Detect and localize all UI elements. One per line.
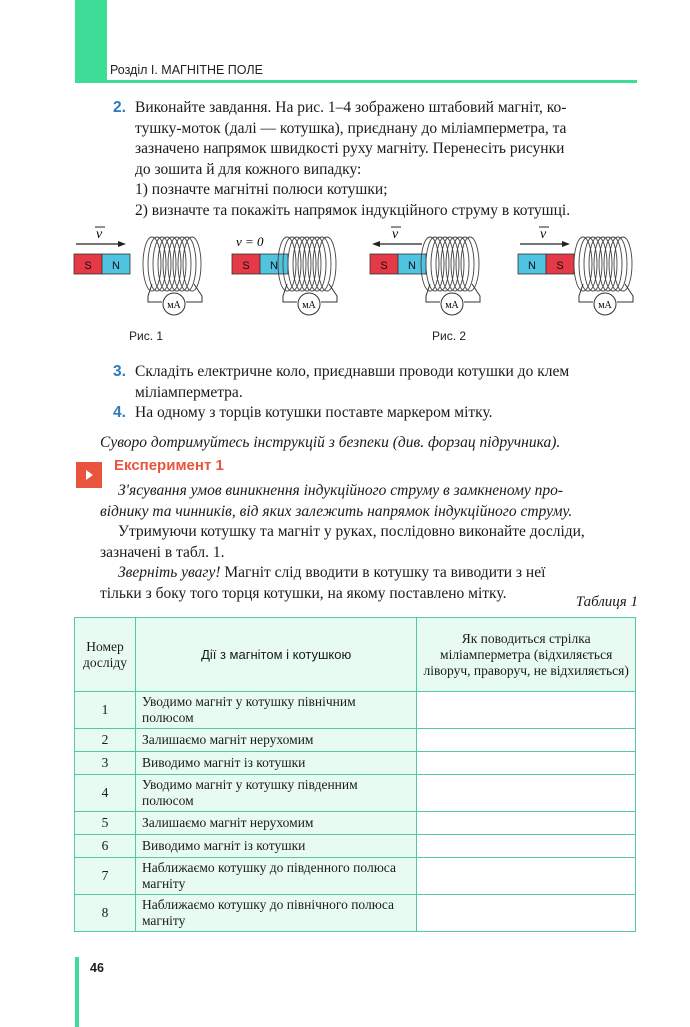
figure-4 <box>518 227 650 343</box>
row-result[interactable] <box>417 729 636 752</box>
motion-arrow-head <box>372 241 380 247</box>
row-number: 3 <box>75 752 136 775</box>
row-action: Залишаємо магніт нерухомим <box>135 729 416 752</box>
velocity-label: v <box>392 227 399 242</box>
top-green-block <box>75 0 107 80</box>
experiment-p1-1: Утримуючи котушку та магніт у руках, послідовно виконайте досліди, <box>118 523 585 540</box>
magnet-right-label: S <box>556 260 564 272</box>
row-result[interactable] <box>417 835 636 858</box>
row-action: Наближаємо котушку до південного полюса магніту <box>135 858 416 895</box>
motion-arrow-head <box>118 241 126 247</box>
row-result[interactable] <box>417 775 636 812</box>
velocity-label: v <box>96 227 103 242</box>
figure-caption: Рис. 1 <box>129 329 164 343</box>
row-result[interactable] <box>417 752 636 775</box>
experiment-aim-2: віднику та чинників, від яких залежить напрямок індукційного струму. <box>100 502 573 520</box>
table-row <box>75 835 636 858</box>
table-row <box>75 729 636 752</box>
table-row <box>75 752 636 775</box>
row-action: Залишаємо магніт нерухомим <box>135 812 416 835</box>
wire-right <box>186 284 202 302</box>
magnet-left-label: N <box>528 260 536 272</box>
section-header: Розділ I. МАГНІТНЕ ПОЛЕ <box>110 63 263 77</box>
magnet-left-label: S <box>380 260 388 272</box>
wire-right <box>617 284 633 302</box>
table-row <box>75 692 636 729</box>
motion-arrow-head <box>562 241 570 247</box>
task-3-line-1: Складіть електричне коло, приєднавши проводи котушки до клем <box>135 363 570 380</box>
task-2-line-1: Виконайте завдання. На рис. 1–4 зображено штабовий магніт, ко- <box>135 99 567 116</box>
magnet-left-label: S <box>242 260 250 272</box>
figure-1 <box>74 227 202 343</box>
row-number: 4 <box>75 775 136 812</box>
magnet-right-label: N <box>408 260 416 272</box>
task-2 <box>113 98 637 221</box>
row-action: Уводимо магніт у котушку південним полюсом <box>135 775 416 812</box>
milliammeter-label: мА <box>445 300 459 311</box>
experiment-p1-2: зазначені в табл. 1. <box>100 543 225 561</box>
experiment-table <box>74 617 636 932</box>
header-rule <box>75 80 637 83</box>
wire-left <box>579 284 593 302</box>
attention-label: Зверніть увагу! <box>118 564 221 581</box>
table-row <box>75 895 636 932</box>
task-2-sub-1: 1) позначте магнітні полюси котушки; <box>135 181 388 198</box>
figure-caption: Рис. 2 <box>432 329 467 343</box>
row-result[interactable] <box>417 858 636 895</box>
page-number: 46 <box>90 961 104 975</box>
magnet-right-label: N <box>112 260 120 272</box>
milliammeter-label: мА <box>598 300 612 311</box>
table-caption: Таблиця 1 <box>575 594 638 610</box>
experiment-aim-1: З'ясування умов виникнення індукційного струму в замкненому про- <box>118 482 564 499</box>
wire-left <box>148 284 162 302</box>
row-number: 7 <box>75 858 136 895</box>
row-result[interactable] <box>417 812 636 835</box>
task-2-line-3: зазначено напрямок швидкості руху магніту. Перенесіть рисунки <box>135 140 565 157</box>
table-row <box>75 858 636 895</box>
row-number: 8 <box>75 895 136 932</box>
milliammeter-label: мА <box>167 300 181 311</box>
magnet-right-label: N <box>270 260 278 272</box>
header-number: Номер досліду <box>75 618 136 692</box>
header-actions: Дії з магнітом і котушкою <box>135 618 416 692</box>
figure-3 <box>370 227 650 343</box>
task-4-line-1: На одному з торців котушки поставте маркером мітку. <box>135 404 493 421</box>
wire-right <box>321 284 337 302</box>
experiment-marker-icon <box>76 462 102 488</box>
row-number: 2 <box>75 729 136 752</box>
task-4-number: 4. <box>113 404 126 421</box>
figures-row <box>60 222 650 350</box>
row-number: 5 <box>75 812 136 835</box>
velocity-label: v = 0 <box>236 234 264 249</box>
row-number: 1 <box>75 692 136 729</box>
row-result[interactable] <box>417 895 636 932</box>
task-2-line-2: тушку-моток (далі — котушка), приєднану до міліамперметра, та <box>135 119 567 137</box>
task-2-line-4: до зошита й для кожного випадку: <box>135 160 362 178</box>
wire-right <box>464 284 480 302</box>
row-action: Виводимо магніт із котушки <box>135 835 416 858</box>
task-3 <box>113 362 637 424</box>
wire-left <box>426 284 440 302</box>
safety-note: Суворо дотримуйтесь інструкцій з безпеки (див. форзац підручника). <box>100 434 561 451</box>
experiment-p2-1: Магніт слід вводити в котушку та виводити з неї <box>220 564 546 581</box>
table-row <box>75 812 636 835</box>
experiment-text <box>100 481 637 604</box>
header-result: Як поводиться стрілка міліамперметра (відхиляється ліворуч, праворуч, не відхиляється) <box>417 618 636 692</box>
task-2-number: 2. <box>113 99 126 116</box>
task-3-line-2: міліамперметра. <box>135 383 243 401</box>
row-result[interactable] <box>417 692 636 729</box>
milliammeter-label: мА <box>302 300 316 311</box>
row-number: 6 <box>75 835 136 858</box>
task-3-number: 3. <box>113 363 126 380</box>
table-row <box>75 775 636 812</box>
task-2-sub-2: 2) визначте та покажіть напрямок індукційного струму в котушці. <box>135 201 571 219</box>
magnet-left-label: S <box>84 260 92 272</box>
row-action: Виводимо магніт із котушки <box>135 752 416 775</box>
velocity-label: v <box>540 227 547 242</box>
experiment-p2-2: тільки з боку того торця котушки, на якому поставлено мітку. <box>100 584 507 602</box>
row-action: Наближаємо котушку до північного полюса магніту <box>135 895 416 932</box>
wire-left <box>283 284 297 302</box>
experiment-title: Експеримент 1 <box>114 457 224 474</box>
footer-green-bar <box>75 957 79 1027</box>
row-action: Уводимо магніт у котушку північним полюсом <box>135 692 416 729</box>
